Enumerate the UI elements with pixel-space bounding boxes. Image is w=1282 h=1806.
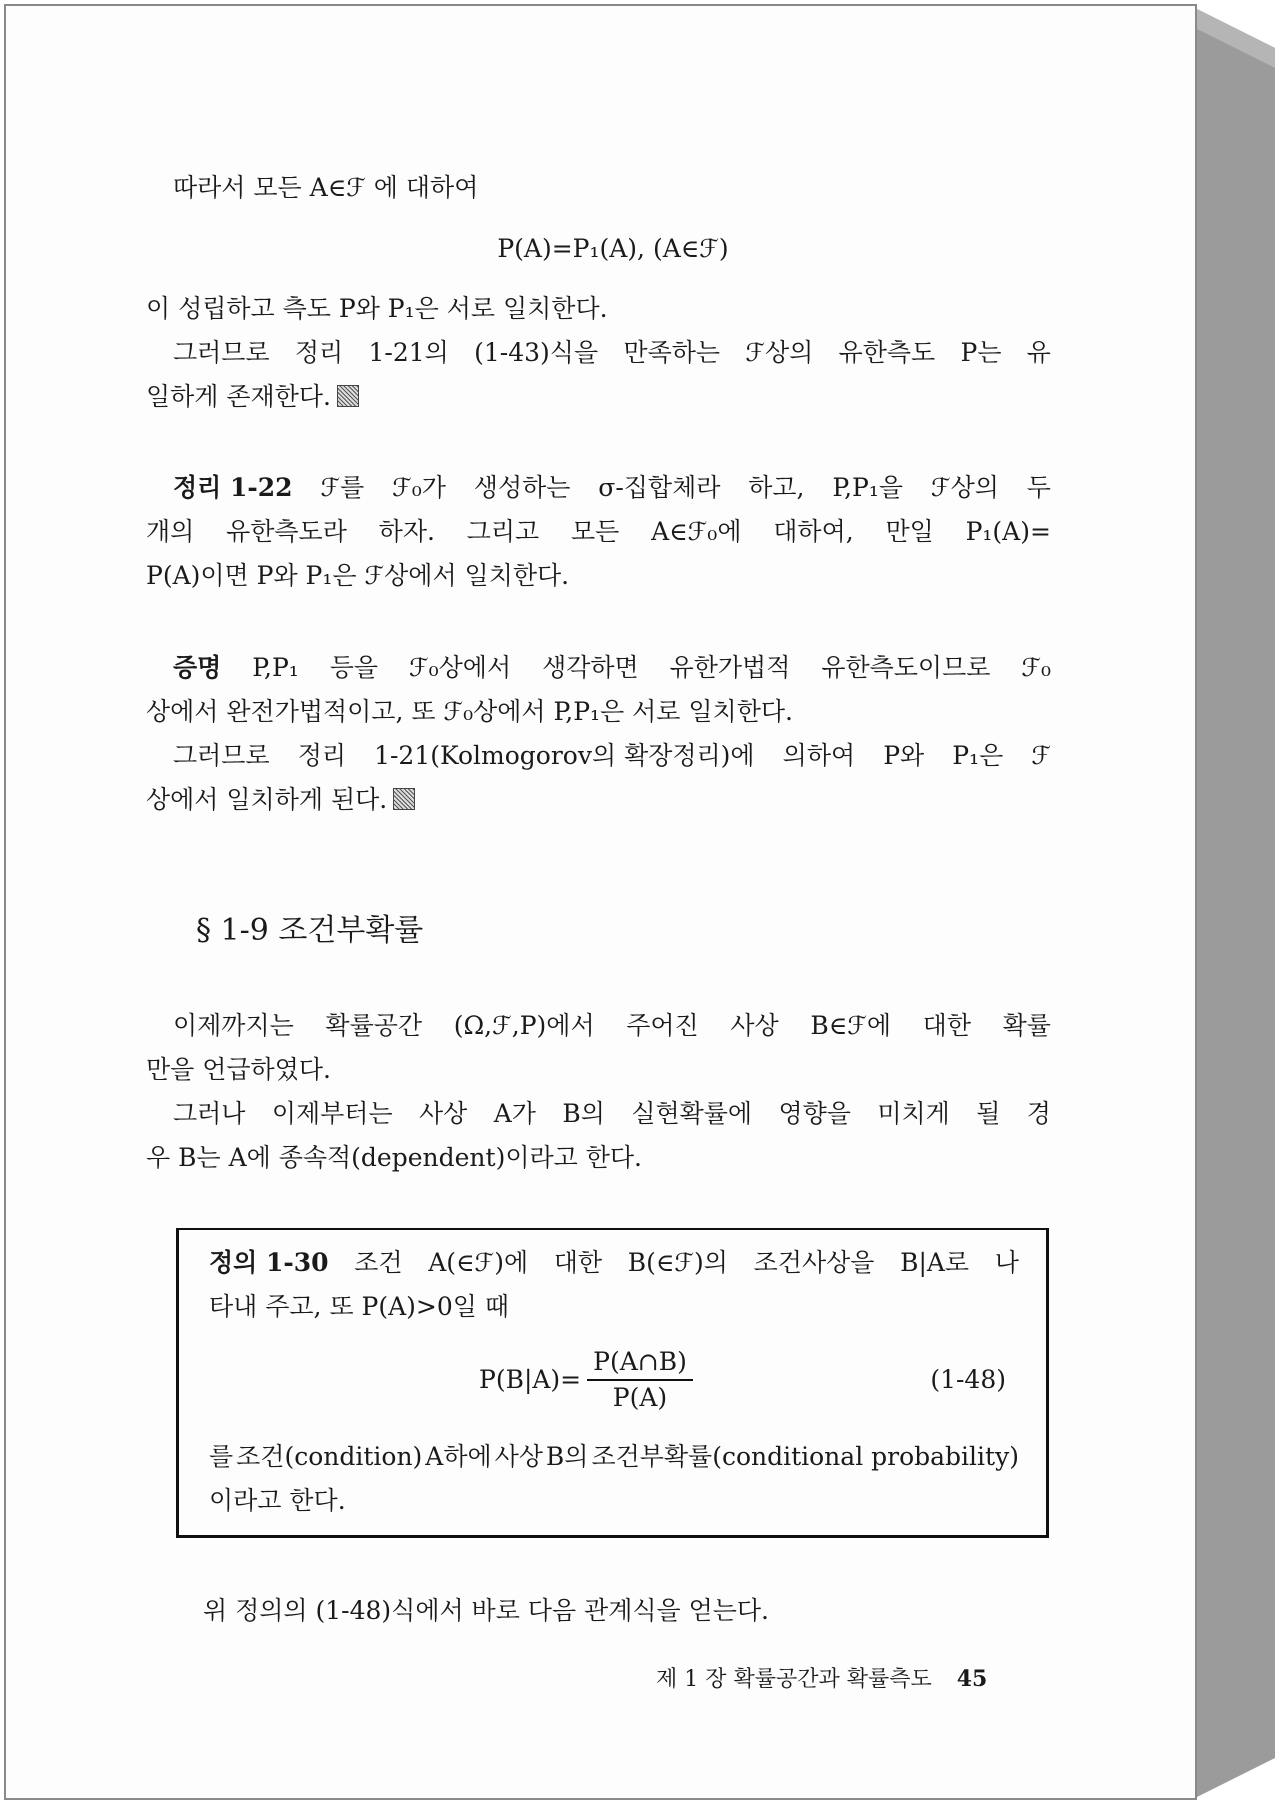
definition-box [176,1228,1049,1538]
text-line-justified: 그러므로 정리 1-21의 (1-43)식을 만족하는 ℱ상의 유한측도 P는 유 [173,338,1051,367]
equation-1: P(A)=P₁(A), (A∈ℱ) [497,234,729,263]
definition-line: 정의 1-30 조건 A(∈ℱ)에 대한 B(∈ℱ)의 조건사상을 B|A로 나 [209,1248,1019,1277]
text-line: 일하게 존재한다. [146,382,359,412]
section-heading: § 1-9 조건부확률 [196,913,424,948]
fraction-numerator: P(A∩B) [587,1347,693,1381]
book-page [4,4,1197,1800]
text-line: 이 성립하고 측도 P와 P₁은 서로 일치한다. [146,294,608,323]
qed-mark-icon [337,385,359,407]
proof-line: 상에서 일치하게 된다. [146,785,415,815]
proof-line: 상에서 완전가법적이고, 또 ℱ₀상에서 P,P₁은 서로 일치한다. [146,697,793,726]
paragraph-line: 우 B는 A에 종속적(dependent)이라고 한다. [146,1143,642,1172]
proof-line: 그러므로 정리 1-21(Kolmogorov의 확장정리)에 의하여 P와 P₁은 ℱ [173,741,1051,770]
definition-line: 를 조건(condition) A하에 사상 B의 조건부확률(conditional probability) [209,1442,1019,1471]
text-line: 따라서 모든 A∈ℱ 에 대하여 [173,173,479,202]
qed-mark-icon [393,788,415,810]
theorem-line: 정리 1-22 ℱ를 ℱ₀가 생성하는 σ-집합체라 하고, P,P₁을 ℱ상의 두 [173,473,1051,502]
definition-line: 타내 주고, 또 P(A)>0일 때 [209,1292,510,1321]
book-side-shadow [1195,8,1275,1798]
fraction-denominator: P(A) [612,1383,668,1412]
proof-line: 증명 P,P₁ 등을 ℱ₀상에서 생각하면 유한가법적 유한측도이므로 ℱ₀ [173,653,1051,682]
paragraph-line: 그러나 이제부터는 사상 A가 B의 실현확률에 영향을 미치게 될 경 [173,1099,1051,1128]
equation-number: (1-48) [930,1365,1006,1394]
paragraph-line: 만을 언급하였다. [146,1055,331,1084]
paragraph-line: 이제까지는 확률공간 (Ω,ℱ,P)에서 주어진 사상 B∈ℱ에 대한 확률 [173,1011,1051,1040]
definition-line: 이라고 한다. [209,1486,346,1515]
theorem-line: 개의 유한측도라 하자. 그리고 모든 A∈ℱ₀에 대하여, 만일 P₁(A)= [146,517,1051,546]
equation-1-48: P(B|A)= $\frac{P(A\cap B)}{P(A)}$ (1-48) [479,1347,1006,1412]
page-number: 45 [956,1666,988,1692]
theorem-line: P(A)이면 P와 P₁은 ℱ상에서 일치한다. [146,561,570,590]
running-footer: 제 1 장 확률공간과 확률측도 45 [656,1666,988,1692]
paragraph-line: 위 정의의 (1-48)식에서 바로 다음 관계식을 얻는다. [203,1596,770,1625]
